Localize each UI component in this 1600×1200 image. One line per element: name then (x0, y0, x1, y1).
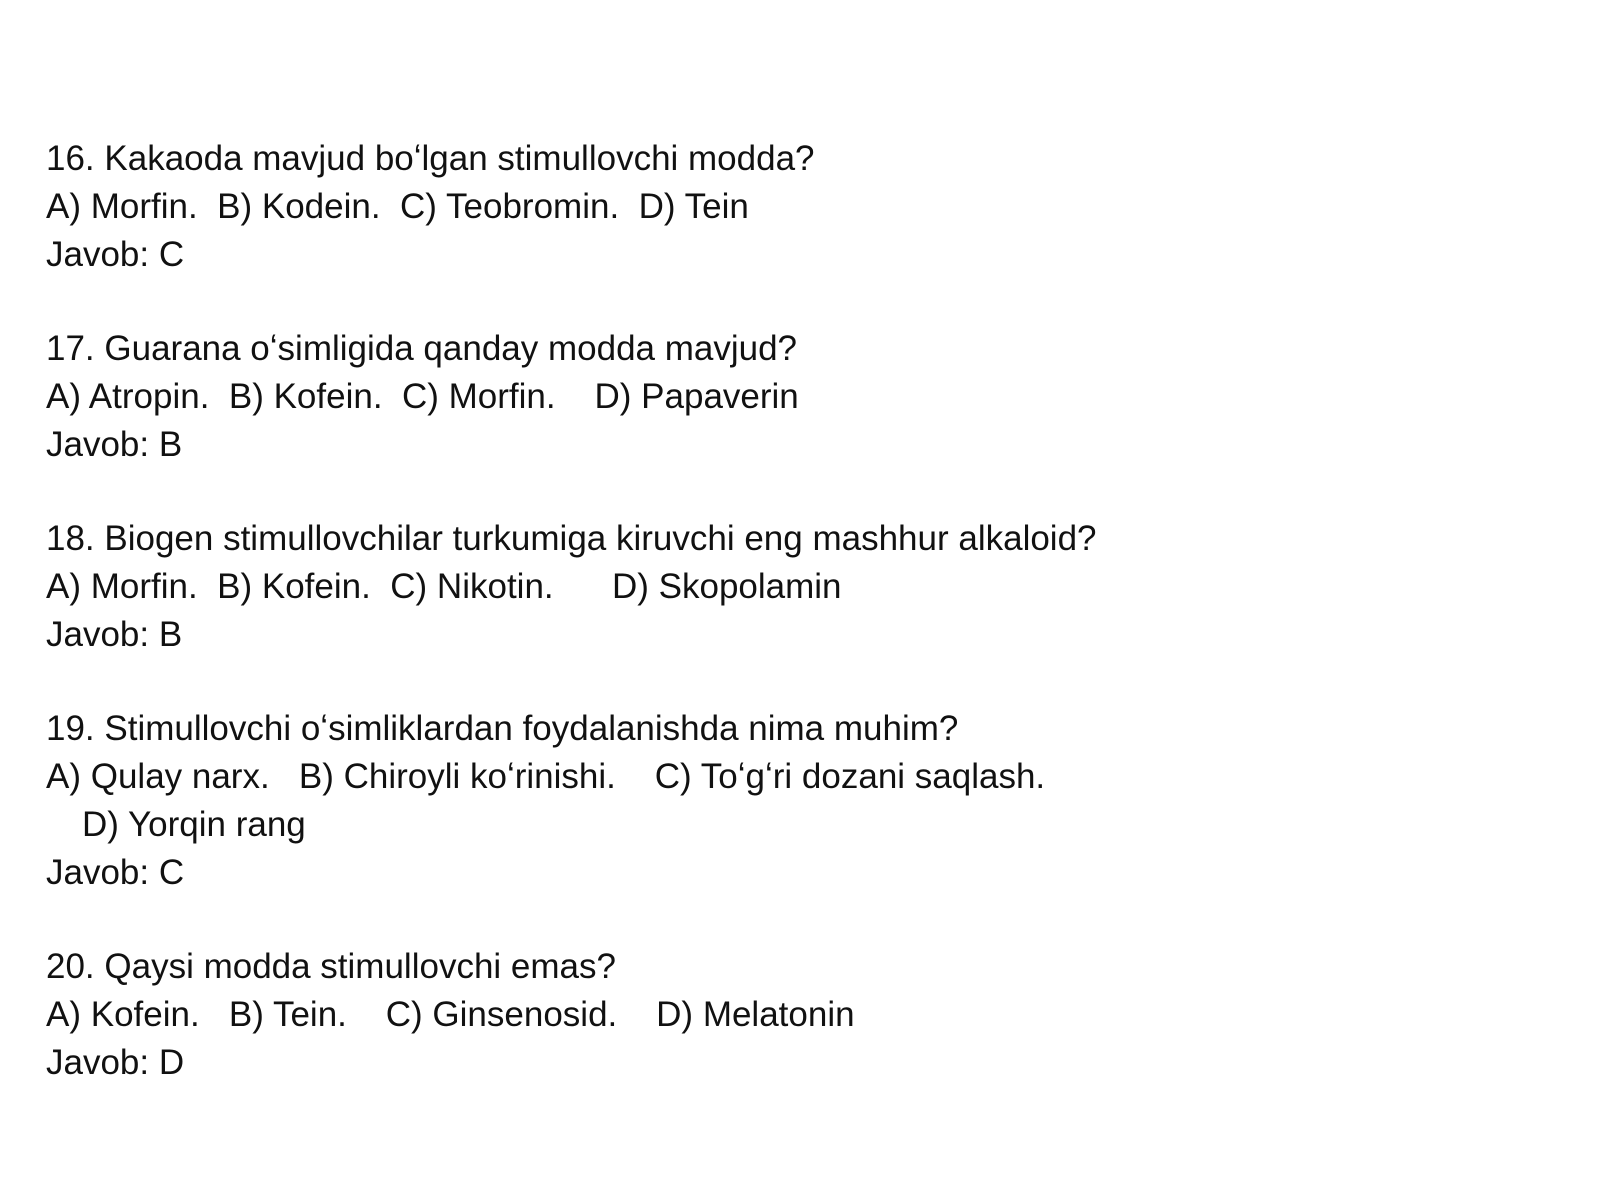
answer-options-continued: D) Yorqin rang (82, 805, 306, 844)
question-text: 20. Qaysi modda stimullovchi emas? (46, 947, 616, 986)
correct-answer: Javob: C (46, 853, 185, 892)
answer-options: A) Qulay narx. B) Chiroyli koʻrinishi. C) Toʻgʻri dozani saqlash. (46, 757, 1046, 796)
question-block-16 (46, 135, 1546, 279)
question-text: 19. Stimullovchi oʻsimliklardan foydalanishda nima muhim? (46, 709, 959, 748)
answer-options: A) Morfin. B) Kofein. C) Nikotin. D) Skopolamin (46, 567, 842, 606)
quiz-page (46, 135, 1546, 1133)
answer-options: A) Atropin. B) Kofein. C) Morfin. D) Papaverin (46, 377, 799, 416)
answer-options: A) Kofein. B) Tein. C) Ginsenosid. D) Melatonin (46, 995, 855, 1034)
question-block-20 (46, 943, 1546, 1087)
correct-answer: Javob: B (46, 425, 183, 464)
question-block-17 (46, 325, 1546, 469)
question-text: 16. Kakaoda mavjud boʻlgan stimullovchi modda? (46, 139, 815, 178)
answer-options: A) Morfin. B) Kodein. C) Teobromin. D) Tein (46, 187, 749, 226)
correct-answer: Javob: C (46, 235, 185, 274)
correct-answer: Javob: B (46, 615, 183, 654)
correct-answer: Javob: D (46, 1043, 185, 1082)
question-text: 17. Guarana oʻsimligida qanday modda mavjud? (46, 329, 798, 368)
question-text: 18. Biogen stimullovchilar turkumiga kiruvchi eng mashhur alkaloid? (46, 519, 1097, 558)
question-block-18 (46, 515, 1546, 659)
question-block-19 (46, 705, 1546, 897)
